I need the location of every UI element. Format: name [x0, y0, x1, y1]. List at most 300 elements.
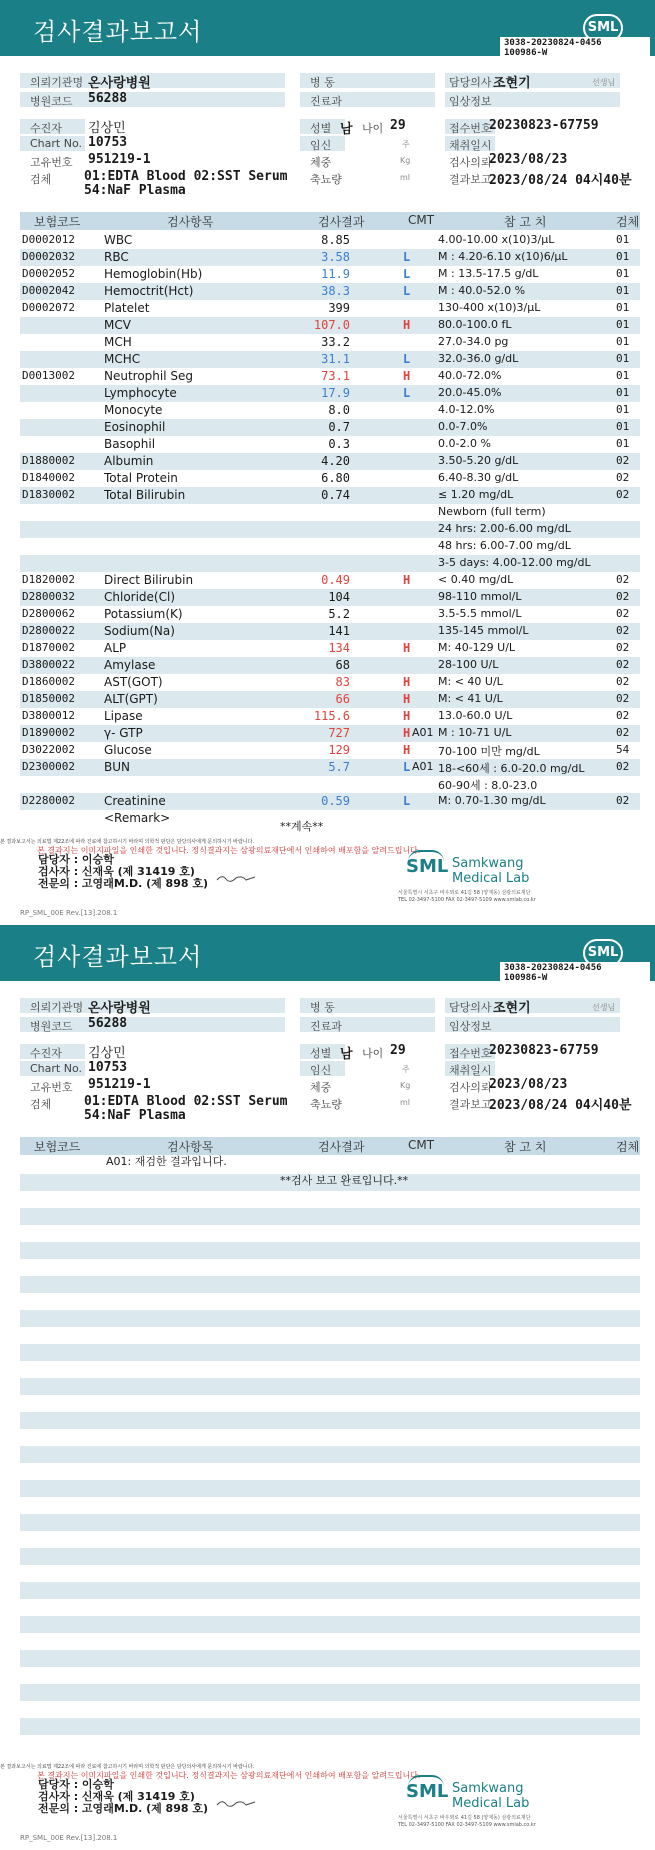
blank-row — [20, 1429, 640, 1446]
row-test-name: Direct Bilirubin — [104, 573, 194, 587]
row-specimen: 02 — [616, 573, 630, 586]
preg-label: 임신 — [310, 1064, 332, 1077]
specimen-value-2: 54:NaF Plasma — [84, 183, 186, 198]
row-test-name: Hemoglobin(Hb) — [104, 267, 203, 281]
row-flag: L — [403, 386, 411, 400]
row-result: 11.9 — [321, 267, 350, 281]
report-id: 3038-20230824-0456 100986-W — [500, 962, 650, 984]
row-reference: 0.0-7.0% — [438, 420, 488, 433]
th-specimen: 검체 — [616, 1140, 640, 1154]
row-reference: 60-90세 : 8.0-23.0 — [438, 779, 538, 792]
preg-unit: 주 — [402, 1065, 410, 1074]
table-row — [20, 725, 640, 742]
req-value: 2023/08/23 — [489, 1077, 568, 1092]
hosp-code-label: 병원코드 — [30, 1020, 73, 1033]
row-result: 6.80 — [321, 471, 350, 485]
weight-label: 체중 — [310, 156, 332, 169]
inst-label: 의뢰기관명 — [30, 1001, 84, 1014]
remark-text: A01: 재검한 결과입니다. — [106, 1155, 227, 1168]
req-value: 2023/08/23 — [489, 152, 568, 167]
table-row — [20, 402, 640, 419]
table-row — [20, 657, 640, 674]
sex-value: 남 — [340, 122, 353, 137]
sex-label: 성별 — [310, 122, 332, 135]
row-code: D3022002 — [22, 743, 75, 756]
row-result: 8.0 — [328, 403, 350, 417]
table-row — [20, 283, 640, 300]
row-code: D2800022 — [22, 624, 75, 637]
row-result: 83 — [335, 675, 350, 689]
row-result: 17.9 — [321, 386, 350, 400]
weight-label: 체중 — [310, 1081, 332, 1094]
row-specimen: 02 — [616, 607, 630, 620]
row-flag: L — [403, 267, 411, 281]
row-test-name: WBC — [104, 233, 133, 247]
table-row — [20, 674, 640, 691]
blank-row — [20, 1191, 640, 1208]
blank-row — [20, 1565, 640, 1582]
result-label: 결과보고 — [449, 173, 492, 186]
row-specimen: 02 — [616, 641, 630, 654]
specimen-value-1: 01:EDTA Blood 02:SST Serum — [84, 1094, 288, 1109]
recollect-label: 채취일시 — [449, 1064, 492, 1077]
row-result: 66 — [335, 692, 350, 706]
row-test-name: γ- GTP — [104, 726, 143, 740]
row-result: 0.7 — [328, 420, 350, 434]
row-result: 33.2 — [321, 335, 350, 349]
table-row — [20, 538, 640, 555]
table-row — [20, 623, 640, 640]
name-value: 김상민 — [88, 121, 126, 136]
signature-icon — [216, 873, 256, 883]
dept-label: 진료과 — [310, 1020, 342, 1033]
row-specimen: 01 — [616, 318, 630, 331]
row-specimen: 01 — [616, 233, 630, 246]
row-test-name: Lipase — [104, 709, 143, 723]
th-specimen: 검체 — [616, 215, 640, 229]
row-reference: Newborn (full term) — [438, 505, 546, 518]
row-reference: 6.40-8.30 g/dL — [438, 471, 519, 484]
row-reference: 3.5-5.5 mmol/L — [438, 607, 522, 620]
row-reference: 3.50-5.20 g/dL — [438, 454, 519, 467]
table-row — [20, 640, 640, 657]
table-row — [20, 300, 640, 317]
table-row — [20, 810, 640, 827]
row-flag: H — [403, 709, 411, 723]
th-cmt: CMT — [408, 213, 435, 227]
row-result: 399 — [328, 301, 350, 315]
name-label: 수진자 — [30, 1047, 62, 1060]
receipt-value: 20230823-67759 — [489, 118, 599, 133]
report-title: 검사결과보고서 — [33, 18, 203, 46]
row-test-name: Potassium(K) — [104, 607, 183, 621]
blank-row — [20, 1718, 640, 1735]
row-test-name: Albumin — [104, 454, 154, 468]
table-row — [20, 589, 640, 606]
row-specimen: 01 — [616, 352, 630, 365]
name-label: 수진자 — [30, 122, 62, 135]
row-flag: L — [403, 760, 411, 774]
footer-notice: 본 결과보고서는 의료법 제22조에 따라 진료에 참고하시기 바라며 의학적 판단은 담당의사에게 문의하시기 바랍니다. — [0, 839, 255, 845]
table-row — [20, 521, 640, 538]
inst-label: 의뢰기관명 — [30, 76, 84, 89]
row-code: D2800062 — [22, 607, 75, 620]
row-result: 141 — [328, 624, 350, 638]
row-specimen: 02 — [616, 726, 630, 739]
row-result: 5.2 — [328, 607, 350, 621]
urine-label: 축뇨량 — [310, 173, 342, 186]
table-row — [20, 385, 640, 402]
specimen-value-2: 54:NaF Plasma — [84, 1108, 186, 1123]
signature-icon — [216, 1798, 256, 1808]
row-result: 727 — [328, 726, 350, 740]
table-row — [20, 419, 640, 436]
row-specimen: 02 — [616, 454, 630, 467]
hosp-code-value: 56288 — [88, 1016, 128, 1031]
row-specimen: 01 — [616, 369, 630, 382]
row-reference: 98-110 mmol/L — [438, 590, 522, 603]
weight-unit: Kg — [400, 156, 411, 165]
row-test-name: Hemoctrit(Hct) — [104, 284, 194, 298]
row-result: 0.3 — [328, 437, 350, 451]
th-cmt: CMT — [408, 1138, 435, 1152]
row-reference: ≤ 1.20 mg/dL — [438, 488, 514, 501]
row-specimen: 01 — [616, 250, 630, 263]
row-specimen: 01 — [616, 403, 630, 416]
table-row — [20, 232, 640, 249]
row-test-name: Glucose — [104, 743, 152, 757]
ward-label: 병 동 — [310, 1001, 335, 1014]
age-value: 29 — [390, 1043, 406, 1058]
row-result: 8.85 — [321, 233, 350, 247]
row-code: D1870002 — [22, 641, 75, 654]
idno-label: 고유번호 — [30, 156, 73, 169]
row-reference: 40.0-72.0% — [438, 369, 502, 382]
row-code: D0013002 — [22, 369, 75, 382]
table-row — [20, 487, 640, 504]
urine-unit: ml — [400, 173, 411, 182]
footer-notice: 본 결과보고서는 의료법 제22조에 따라 진료에 참고하시기 바라며 의학적 판단은 담당의사에게 문의하시기 바랍니다. — [0, 1764, 255, 1770]
idno-label: 고유번호 — [30, 1081, 73, 1094]
row-reference: M: < 41 U/L — [438, 692, 503, 705]
recollect-label: 채취일시 — [449, 139, 492, 152]
row-reference: 135-145 mmol/L — [438, 624, 529, 637]
row-reference: 4.0-12.0% — [438, 403, 495, 416]
doctor-suffix: 선생님 — [592, 78, 616, 87]
th-ref: 참 고 치 — [504, 215, 547, 229]
weight-unit: Kg — [400, 1081, 411, 1090]
row-flag: H — [403, 692, 411, 706]
row-reference: 0.0-2.0 % — [438, 437, 491, 450]
row-reference: 48 hrs: 6.00-7.00 mg/dL — [438, 539, 571, 552]
blank-row — [20, 1480, 640, 1497]
row-result: 134 — [328, 641, 350, 655]
row-test-name: Chloride(Cl) — [104, 590, 176, 604]
result-label: 결과보고 — [449, 1098, 492, 1111]
row-flag: L — [403, 352, 411, 366]
sml-logo-icon: SML — [583, 14, 623, 42]
row-test-name: Platelet — [104, 301, 150, 315]
row-test-name: Lymphocyte — [104, 386, 177, 400]
row-test-name: Total Protein — [104, 471, 178, 485]
blank-row — [20, 1497, 640, 1514]
row-test-name: Sodium(Na) — [104, 624, 175, 638]
row-code: D3800022 — [22, 658, 75, 671]
inst-value: 온사랑병원 — [88, 1001, 151, 1016]
row-test-name: BUN — [104, 760, 130, 774]
preg-unit: 주 — [402, 140, 410, 149]
blank-row — [20, 1735, 640, 1752]
row-flag: L — [403, 250, 411, 264]
row-specimen: 01 — [616, 420, 630, 433]
table-row — [20, 742, 640, 759]
row-result: 129 — [328, 743, 350, 757]
row-code: D2300002 — [22, 760, 75, 773]
row-reference: 27.0-34.0 pg — [438, 335, 509, 348]
row-code: D0002052 — [22, 267, 75, 280]
chart-label: Chart No. — [30, 137, 82, 150]
inst-value: 온사랑병원 — [88, 76, 151, 91]
row-specimen: 01 — [616, 386, 630, 399]
row-specimen: 02 — [616, 675, 630, 688]
result-value: 2023/08/24 04시40분 — [489, 1098, 632, 1113]
row-test-name: Total Bilirubin — [104, 488, 186, 502]
blank-row — [20, 1225, 640, 1242]
row-reference: < 0.40 mg/dL — [438, 573, 514, 586]
row-test-name: MCV — [104, 318, 131, 332]
table-row — [20, 453, 640, 470]
row-reference: 70-100 미만 mg/dL — [438, 745, 540, 758]
hosp-code-value: 56288 — [88, 91, 128, 106]
row-result: 0.59 — [321, 794, 350, 808]
blank-row — [20, 1667, 640, 1684]
receipt-label: 접수번호 — [449, 1047, 492, 1060]
specimen-label: 검체 — [30, 1098, 52, 1111]
signature-block: 담당자 : 이승학 검사자 : 신재욱 (제 31419 호) 전문의 : 고영래M.D. (제 898 호) — [38, 1778, 209, 1815]
row-code: D1890002 — [22, 726, 75, 739]
row-test-name: Monocyte — [104, 403, 163, 417]
row-result: 107.0 — [313, 318, 350, 332]
blank-row — [20, 1548, 640, 1565]
blank-row — [20, 1412, 640, 1429]
chart-value: 10753 — [88, 1060, 128, 1075]
blank-row — [20, 1650, 640, 1667]
row-reference: 13.0-60.0 U/L — [438, 709, 513, 722]
row-cmt: A01 — [412, 760, 434, 773]
table-row — [20, 504, 640, 521]
row-reference: 20.0-45.0% — [438, 386, 502, 399]
row-specimen: 01 — [616, 301, 630, 314]
row-specimen: 01 — [616, 284, 630, 297]
row-flag: H — [403, 675, 411, 689]
row-reference: 32.0-36.0 g/dL — [438, 352, 519, 365]
row-code: D1830002 — [22, 488, 75, 501]
report-id: 3038-20230824-0456 100986-W — [500, 37, 650, 59]
row-result: 4.20 — [321, 454, 350, 468]
age-label: 나이 — [362, 122, 384, 135]
table-row — [20, 368, 640, 385]
row-result: 73.1 — [321, 369, 350, 383]
th-result: 검사결과 — [318, 1140, 365, 1154]
row-reference: M : 13.5-17.5 g/dL — [438, 267, 539, 280]
blank-row — [20, 1293, 640, 1310]
blank-row — [20, 1378, 640, 1395]
row-specimen: 02 — [616, 658, 630, 671]
req-label: 검사의뢰 — [449, 156, 492, 169]
row-test-name: Amylase — [104, 658, 156, 672]
row-code: D0002012 — [22, 233, 75, 246]
row-reference: 18-<60세 : 6.0-20.0 mg/dL — [438, 762, 585, 775]
row-flag: H — [403, 573, 411, 587]
row-result: 5.7 — [328, 760, 350, 774]
row-flag: L — [403, 284, 411, 298]
row-reference: 4.00-10.00 x(10)3/μL — [438, 233, 555, 246]
row-test-name: MCHC — [104, 352, 141, 366]
row-test-name: Basophil — [104, 437, 156, 451]
table-row — [20, 606, 640, 623]
row-test-name: ALT(GPT) — [104, 692, 158, 706]
row-result: 31.1 — [321, 352, 350, 366]
row-flag: H — [403, 743, 411, 757]
row-reference: M: 0.70-1.30 mg/dL — [438, 794, 546, 807]
row-code: D3800012 — [22, 709, 75, 722]
row-flag: L — [403, 794, 411, 808]
blank-row — [20, 1701, 640, 1718]
row-test-name: Neutrophil Seg — [104, 369, 194, 383]
row-test-name: MCH — [104, 335, 132, 349]
table-row — [20, 470, 640, 487]
ward-label: 병 동 — [310, 76, 335, 89]
sex-label: 성별 — [310, 1047, 332, 1060]
row-test-name: RBC — [104, 250, 129, 264]
row-specimen: 02 — [616, 709, 630, 722]
row-code: D1840002 — [22, 471, 75, 484]
blank-row — [20, 1446, 640, 1463]
blank-row — [20, 1310, 640, 1327]
table-row — [20, 351, 640, 368]
row-flag: H — [403, 641, 411, 655]
row-specimen: 02 — [616, 471, 630, 484]
sex-value: 남 — [340, 1047, 353, 1062]
req-label: 검사의뢰 — [449, 1081, 492, 1094]
row-code: D2280002 — [22, 794, 75, 807]
row-test-name: Eosinophil — [104, 420, 166, 434]
form-code: RP_SML_00E Rev.[13].208.1 — [20, 909, 118, 917]
row-flag: H — [403, 726, 411, 740]
form-code: RP_SML_00E Rev.[13].208.1 — [20, 1834, 118, 1842]
doctor-value: 조현기 — [493, 76, 531, 91]
row-result: 0.49 — [321, 573, 350, 587]
chart-label: Chart No. — [30, 1062, 82, 1075]
row-result: 115.6 — [313, 709, 350, 723]
urine-unit: ml — [400, 1098, 411, 1107]
row-reference: 24 hrs: 2.00-6.00 mg/dL — [438, 522, 571, 535]
row-test-name: ALP — [104, 641, 127, 655]
row-code: D1880002 — [22, 454, 75, 467]
table-row — [20, 317, 640, 334]
row-flag: H — [403, 318, 411, 332]
row-result: 3.58 — [321, 250, 350, 264]
clinical-label: 임상정보 — [449, 1020, 492, 1033]
row-code: D1820002 — [22, 573, 75, 586]
row-code: D1850002 — [22, 692, 75, 705]
row-result: 38.3 — [321, 284, 350, 298]
th-code: 보험코드 — [34, 215, 81, 229]
table-row — [20, 776, 640, 793]
row-specimen: 02 — [616, 794, 630, 807]
dept-label: 진료과 — [310, 95, 342, 108]
row-reference: 3-5 days: 4.00-12.00 mg/dL — [438, 556, 591, 569]
urine-label: 축뇨량 — [310, 1098, 342, 1111]
row-reference: 28-100 U/L — [438, 658, 499, 671]
row-result: 0.74 — [321, 488, 350, 502]
blank-row — [20, 1361, 640, 1378]
name-value: 김상민 — [88, 1046, 126, 1061]
result-value: 2023/08/24 04시40분 — [489, 173, 632, 188]
table-row — [20, 691, 640, 708]
clinical-label: 임상정보 — [449, 95, 492, 108]
table-row — [20, 708, 640, 725]
blank-row — [20, 1276, 640, 1293]
blank-row — [20, 1242, 640, 1259]
th-code: 보험코드 — [34, 1140, 81, 1154]
preg-label: 임신 — [310, 139, 332, 152]
age-label: 나이 — [362, 1047, 384, 1060]
chart-value: 10753 — [88, 135, 128, 150]
report-page-2: 검사결과보고서 SML 3038-20230824-0456 100986-W 의뢰기관명 온사랑병원 병 동 담당의사 조현기 선생님 병원코드 56288 진료과 임상정보 수진자 김상민 성별 남 나이 29 접수번호 20230823-67759 Chart No. 10753 임신 주 채취일시 고유번호 951219-1 체중 Kg 검사의뢰 2023/08/23 검체 01:EDTA Blood 02:SST Serum 54:NaF Plasma 축뇨량 ml 결과보고 2023/08/24 04시40분 보험코드 검사항목 검사결과 CMT 참 고 치 검체 A01: 재검한 결과입니다. **검사 보고 완료입니다.** 본 결과보고서는 의료법 제22조에 따라 진료에 참고하시기 바라며 의학적 판단은 담당의사에게 문의하시기 바랍니다. 본 결과지는 이미지파일을 인쇄한 것입니다. 정식결과지는 삼광의료재단에서 인쇄하여 배포함을 알려드립니다. 담당자 : 이승학 검사자 : 신재욱 (제 31419 호) 전문의 : 고영래M.D. (제 898 호) SML Samkwang Medical Lab 서울특별시 서초구 바우뫼로 41길 58 (양재동) 삼광의료재단 TEL 02-3497-5100 FAX 02-3497-5109 www.smlab.co.kr RP_SML_00E Rev.[13].208.1 — [0, 925, 655, 1850]
footer-print-notice: 본 결과지는 이미지파일을 인쇄한 것입니다. 정식결과지는 삼광의료재단에서 인쇄하여 배포함을 알려드립니다. — [37, 846, 421, 855]
blank-row — [20, 1582, 640, 1599]
th-item: 검사항목 — [167, 1140, 214, 1154]
report-title: 검사결과보고서 — [33, 943, 203, 971]
table-row — [20, 759, 640, 776]
age-value: 29 — [390, 118, 406, 133]
row-code: D2800032 — [22, 590, 75, 603]
specimen-value-1: 01:EDTA Blood 02:SST Serum — [84, 169, 288, 184]
blank-row — [20, 1327, 640, 1344]
table-row — [20, 249, 640, 266]
receipt-label: 접수번호 — [449, 122, 492, 135]
row-specimen: 01 — [616, 267, 630, 280]
blank-row — [20, 1633, 640, 1650]
row-specimen: 02 — [616, 488, 630, 501]
table-row — [20, 572, 640, 589]
blank-row — [20, 1514, 640, 1531]
row-reference: 80.0-100.0 fL — [438, 318, 512, 331]
blank-row — [20, 1395, 640, 1412]
th-item: 검사항목 — [167, 215, 214, 229]
hosp-code-label: 병원코드 — [30, 95, 73, 108]
row-specimen: 02 — [616, 624, 630, 637]
row-code: D0002042 — [22, 284, 75, 297]
row-specimen: 01 — [616, 335, 630, 348]
receipt-value: 20230823-67759 — [489, 1043, 599, 1058]
row-test-name: Creatinine — [104, 794, 166, 808]
row-result: 104 — [328, 590, 350, 604]
table-row — [20, 266, 640, 283]
row-test-name: AST(GOT) — [104, 675, 163, 689]
row-reference: M : 40.0-52.0 % — [438, 284, 526, 297]
row-code: D1860002 — [22, 675, 75, 688]
idno-value: 951219-1 — [88, 152, 151, 167]
blank-row — [20, 1616, 640, 1633]
blank-row — [20, 1344, 640, 1361]
footer-print-notice: 본 결과지는 이미지파일을 인쇄한 것입니다. 정식결과지는 삼광의료재단에서 인쇄하여 배포함을 알려드립니다. — [37, 1771, 421, 1780]
row-reference: 130-400 x(10)3/μL — [438, 301, 541, 314]
blank-row — [20, 1599, 640, 1616]
table-row — [20, 436, 640, 453]
doctor-value: 조현기 — [493, 1001, 531, 1016]
